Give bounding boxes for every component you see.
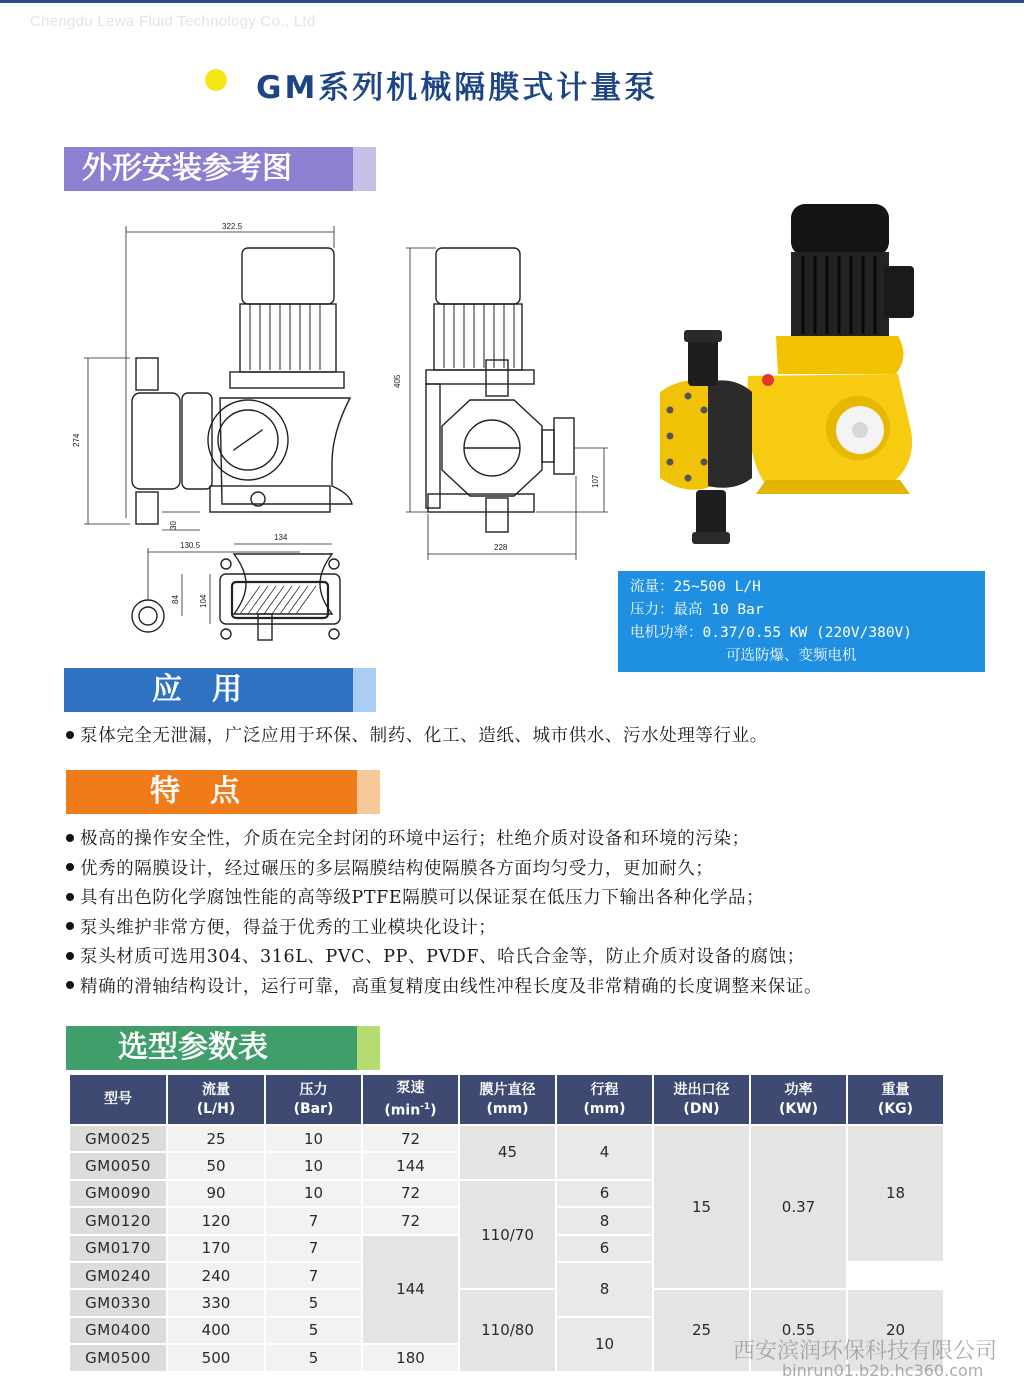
watermark-url: binrun01.b2b.hc360.com — [782, 1361, 984, 1380]
header-flow: 流量 (L/H) — [167, 1074, 265, 1125]
cell-diaphragm: 45 — [459, 1125, 556, 1180]
header-pressure: 压力 (Bar) — [265, 1074, 362, 1125]
cell-flow: 400 — [167, 1317, 265, 1344]
cell-stroke: 8 — [556, 1207, 653, 1234]
plan-base-outline — [234, 554, 332, 614]
feature-item — [66, 855, 822, 885]
feature-item — [66, 943, 822, 973]
dimension-labels — [72, 222, 600, 608]
dim-label-plan-depth-b: 104 — [199, 594, 208, 608]
dim-label-side-width: 228 — [494, 543, 508, 552]
feature-item — [66, 884, 822, 914]
application-sentence: 泵体完全无泄漏，广泛应用于环保、制药、化工、造纸、城市供水、污水处理等行业。 — [80, 726, 768, 746]
table-row — [69, 1125, 944, 1152]
front-outlet-valve-bottom — [136, 492, 158, 524]
header-power: 功率 (KW) — [750, 1074, 847, 1125]
feature-text: 精确的滑轴结构设计，运行可靠，高重复精度由线性冲程长度及非常精确的长度调整来保证。 — [80, 976, 823, 997]
dim-label-valve: 30 — [169, 521, 178, 530]
cell-diaphragm: 110/80 — [459, 1289, 556, 1371]
cell-model: GM0120 — [69, 1207, 167, 1234]
header-model: 型号 — [69, 1074, 167, 1125]
section-features-title: 特 点 — [150, 774, 240, 809]
base-plate — [756, 480, 910, 494]
cell-speed: 72 — [362, 1180, 459, 1207]
motor-fan-cover — [791, 204, 889, 256]
spec-pressure: 压力：最高 10 Bar — [630, 602, 764, 618]
front-motor-fins — [250, 304, 320, 370]
cell-speed: 144 — [362, 1152, 459, 1179]
cell-flow: 240 — [167, 1262, 265, 1289]
plan-inlet-circle — [132, 600, 164, 632]
motor-flange-yellow — [776, 336, 904, 374]
cell-speed: 72 — [362, 1125, 459, 1152]
header-diaphragm: 膜片直径 (mm) — [459, 1074, 556, 1125]
front-motor-body — [240, 304, 336, 372]
cell-weight: 18 — [847, 1125, 944, 1262]
table-row — [69, 1289, 944, 1316]
front-motor-flange — [230, 372, 344, 388]
outlet-valve — [696, 490, 726, 538]
feature-text: 具有出色防化学腐蚀性能的高等级PTFE隔膜可以保证泵在低压力下输出各种化学品； — [80, 888, 765, 908]
company-name: Chengdu Lewa Fluid Technology Co., Ltd — [30, 13, 316, 30]
front-inlet-valve-top — [136, 358, 158, 390]
cell-pressure: 7 — [265, 1207, 362, 1234]
front-motor-cap — [242, 248, 334, 304]
cell-pressure: 5 — [265, 1344, 362, 1371]
bullet-dot — [66, 893, 74, 901]
cell-pressure: 10 — [265, 1180, 362, 1207]
cell-model: GM0090 — [69, 1180, 167, 1207]
spec-summary-box — [618, 571, 985, 672]
cell-model: GM0240 — [69, 1262, 167, 1289]
bullet-dot — [66, 952, 74, 960]
cell-model: GM0050 — [69, 1152, 167, 1179]
feature-text: 优秀的隔膜设计，经过碾压的多层隔膜结构使隔膜各方面均匀受力，更加耐久； — [80, 858, 714, 879]
cell-stroke: 10 — [556, 1317, 653, 1372]
header-weight: 重量 (KG) — [847, 1074, 944, 1125]
cell-flow: 500 — [167, 1344, 265, 1371]
cell-flow: 120 — [167, 1207, 265, 1234]
spec-motor-options: 可选防爆、变频电机 — [726, 648, 857, 664]
dim-label-total-height: 405 — [393, 374, 402, 388]
section-bar-tail — [357, 1026, 380, 1070]
dim-label-knob-height: 107 — [591, 474, 600, 488]
cell-model: GM0400 — [69, 1317, 167, 1344]
cell-model: GM0025 — [69, 1125, 167, 1152]
side-motor-cap — [436, 248, 520, 304]
page-title: GM系列机械隔膜式计量泵 — [256, 70, 659, 106]
side-motor-flange — [426, 370, 534, 384]
cell-flow: 170 — [167, 1235, 265, 1262]
section-params-header — [66, 1026, 380, 1070]
section-application-header — [64, 668, 376, 712]
application-text — [66, 722, 768, 747]
feature-text: 泵头材质可选用304、316L、PVC、PP、PVDF、哈氏合金等，防止介质对设备的腐蚀； — [80, 947, 805, 967]
dim-label-plan-offset: 130.5 — [180, 541, 201, 550]
bullet-dot — [66, 834, 74, 842]
selection-parameter-table — [68, 1073, 945, 1373]
spec-power: 电机功率：0.37/0.55 KW (220V/380V) — [630, 625, 913, 641]
cell-stroke: 6 — [556, 1235, 653, 1262]
bullet-dot — [66, 863, 74, 871]
cell-stroke: 8 — [556, 1262, 653, 1317]
side-outlet-valve — [486, 498, 508, 532]
title-bullet-dot — [205, 69, 227, 91]
section-bar-tail — [353, 668, 376, 712]
header-speed: 泵速 $(\min^{-1})$ — [362, 1074, 459, 1125]
bullet-dot — [66, 731, 74, 739]
cell-port: 15 — [653, 1125, 750, 1289]
cell-flow: 90 — [167, 1180, 265, 1207]
header-stroke: 行程 (mm) — [556, 1074, 653, 1125]
section-install-title: 外形安装参考图 — [82, 151, 292, 186]
side-inlet-valve — [486, 360, 508, 396]
cell-port: 25 — [653, 1289, 750, 1371]
section-application-title: 应 用 — [152, 672, 242, 707]
cell-stroke: 6 — [556, 1180, 653, 1207]
feature-item — [66, 973, 822, 1003]
cell-model: GM0500 — [69, 1344, 167, 1371]
cell-flow: 330 — [167, 1289, 265, 1316]
cell-pressure: 10 — [265, 1125, 362, 1152]
top-rule — [0, 0, 1024, 3]
section-features-header — [66, 770, 380, 814]
installation-dimension-drawing — [70, 218, 618, 654]
cell-power: 0.55 — [750, 1289, 847, 1371]
side-stroke-knob — [554, 418, 574, 474]
section-bar-tail — [357, 770, 380, 814]
feature-text: 极高的操作安全性，介质在完全封闭的环境中运行；杜绝介质对设备和环境的污染； — [80, 829, 750, 849]
front-pump-head — [132, 393, 180, 489]
front-base-plate — [210, 486, 330, 512]
cell-weight: 20 — [847, 1289, 944, 1371]
pump-product-image — [648, 196, 918, 548]
side-motor-body — [434, 304, 522, 370]
dim-label-plan-depth-a: 84 — [171, 595, 180, 604]
section-params-title: 选型参数表 — [118, 1030, 268, 1065]
cell-model: GM0330 — [69, 1289, 167, 1316]
cell-speed: 144 — [362, 1235, 459, 1345]
cell-pressure: 5 — [265, 1317, 362, 1344]
cell-pressure: 5 — [265, 1289, 362, 1316]
inlet-valve — [688, 336, 718, 386]
dim-label-plan-width: 134 — [274, 533, 288, 542]
cell-flow: 25 — [167, 1125, 265, 1152]
cell-pressure: 7 — [265, 1235, 362, 1262]
spec-flow: 流量：25~500 L/H — [630, 579, 761, 595]
dim-label-width: 322.5 — [222, 222, 243, 231]
features-list — [66, 825, 822, 1002]
indicator-red-cap — [762, 374, 774, 386]
cell-diaphragm: 110/70 — [459, 1180, 556, 1290]
section-install-header — [64, 147, 376, 191]
cell-power: 0.37 — [750, 1125, 847, 1289]
cell-stroke: 4 — [556, 1125, 653, 1180]
cell-speed: 180 — [362, 1344, 459, 1371]
motor-terminal-box — [884, 266, 914, 318]
bullet-dot — [66, 922, 74, 930]
cell-pressure: 7 — [265, 1262, 362, 1289]
header-port: 进出口径 (DN) — [653, 1074, 750, 1125]
dim-label-height: 274 — [72, 433, 81, 447]
cell-flow: 50 — [167, 1152, 265, 1179]
pump-head-body — [708, 380, 752, 487]
cell-speed: 72 — [362, 1207, 459, 1234]
feature-item — [66, 825, 822, 855]
bullet-dot — [66, 981, 74, 989]
cell-pressure: 10 — [265, 1152, 362, 1179]
watermark-company: 西安滨润环保科技有限公司 — [733, 1339, 998, 1364]
feature-text: 泵头维护非常方便，得益于优秀的工业模块化设计； — [80, 917, 497, 938]
cell-model: GM0170 — [69, 1235, 167, 1262]
table-header-row — [69, 1074, 944, 1125]
section-bar-tail — [353, 147, 376, 191]
feature-item — [66, 914, 822, 944]
